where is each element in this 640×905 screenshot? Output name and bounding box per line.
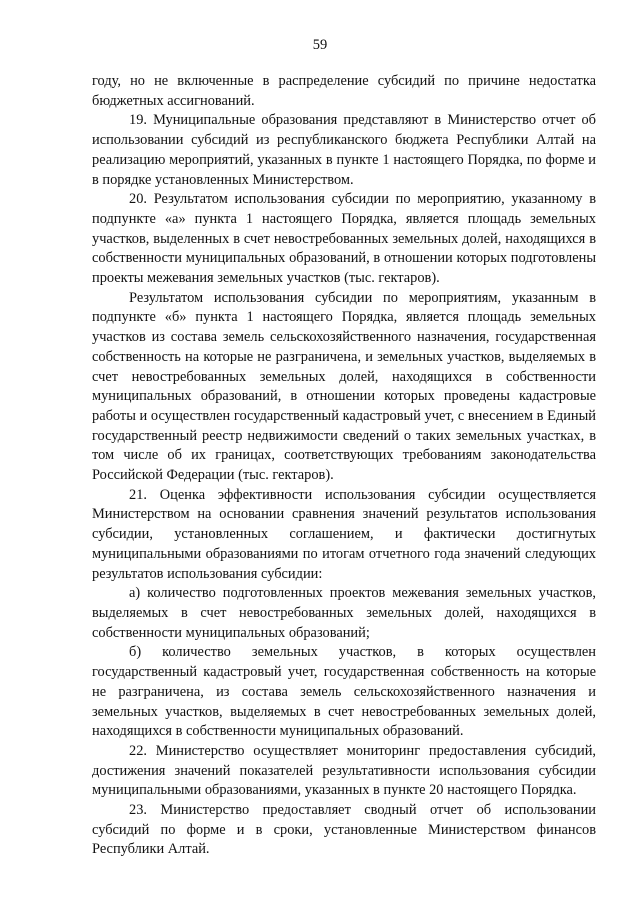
paragraph-continuation: году, но не включенные в распределение субсидий по причине недостатка бюджетных ассигнований. (92, 73, 596, 109)
page-number: 59 (312, 37, 328, 53)
paragraph-23: 23. Министерство предоставляет сводный отчет об использовании субсидий по форме и в сроки, установленные Министерством финансов Республики Алтай. (92, 802, 596, 858)
paragraph-21-item-b: б) количество земельных участков, в которых осуществлен государственный кадастровый учет, государственная собственность на которые не разграничена, из состава земель сельскохозяйственного назначения и земельных участков, выделяемых в счет невостребованных земельных долей, находящихся в собственности муниципальных образований. (92, 644, 596, 740)
paragraph-21-item-a: а) количество подготовленных проектов межевания земельных участков, выделяемых в счет невостребованных земельных долей, находящихся в собственности муниципальных образований; (92, 585, 596, 641)
paragraph-21: 21. Оценка эффективности использования субсидии осуществляется Министерством на основании сравнения значений результатов использования субсидии, установленных соглашением, и фактически достигнутых муниципальными образованиями по итогам отчетного года значений следующих результатов использования субсидии: (92, 486, 596, 582)
paragraph-19: 19. Муниципальные образования представляют в Министерство отчет об использовании субсидий из республиканского бюджета Республики Алтай на реализацию мероприятий, указанных в пункте 1 настоящего Порядка, по форме и в порядке установленных Министерством. (92, 112, 596, 188)
paragraph-20-result-b: Результатом использования субсидии по мероприятиям, указанным в подпункте «б» пункта 1 настоящего Порядка, является площадь земельных участков из состава земель сельскохозяйственного назначения, государственная собственность на которые не разграничена, и земельных участков, выделяемых в счет невостребованных земельных долей, находящихся в собственности муниципальных образований, в отношении которых проведены кадастровые работы и осуществлен государственный кадастровый учет, с внесением в Единый государственный реестр недвижимости сведений о таких земельных участках, в том числе об их границах, соответствующих требованиям законодательства Российской Федерации (тыс. гектаров). (92, 289, 596, 484)
document-body (92, 72, 596, 860)
paragraph-22: 22. Министерство осуществляет мониторинг предоставления субсидий, достижения значений показателей результативности использования субсидии муниципальными образованиями, указанных в пункте 20 настоящего Порядка. (92, 742, 596, 799)
paragraph-20: 20. Результатом использования субсидии по мероприятию, указанному в подпункте «а» пункта 1 настоящего Порядка, является площадь земельных участков, выделенных в счет невостребованных земельных долей, находящихся в собственности муниципальных образований, в отношении которых подготовлены проекты межевания земельных участков (тыс. гектаров). (92, 191, 596, 287)
